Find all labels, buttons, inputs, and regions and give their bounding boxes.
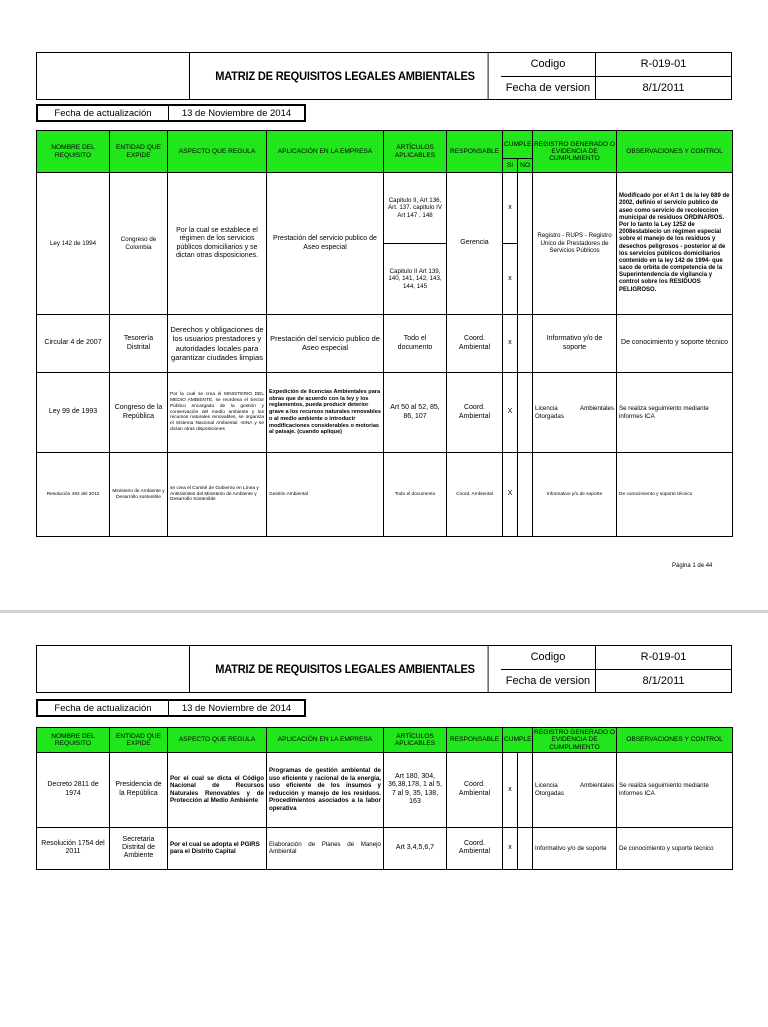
col-si: SI [503, 159, 518, 173]
cell-nombre: Decreto 2811 de 1974 [37, 752, 110, 827]
col-aspecto: ASPECTO QUE REGULA [168, 728, 267, 753]
cell-entidad: Presidencia de la República [110, 752, 168, 827]
col-responsable: RESPONSABLE [447, 131, 503, 173]
cell-registro: Registro - RUPS - Registro Unico de Prestadores de Servicios Públicos [533, 173, 617, 315]
cell-si: x [503, 315, 518, 373]
cell-observaciones: De conocimiento y soporte técnico [617, 453, 733, 537]
cell-articulos: Todo el documento [384, 453, 447, 537]
document-title: MATRIZ DE REQUISITOS LEGALES AMBIENTALES [202, 646, 488, 692]
cell-aspecto: Derechos y obligaciones de los usuarios prestadores y autoridades locales para garantizar ciudades limpias [168, 315, 267, 373]
cell-entidad: Congreso de la República [110, 373, 168, 453]
codigo-value: R-019-01 [640, 58, 687, 71]
col-aspecto: ASPECTO QUE REGULA [168, 131, 267, 173]
table-row [37, 752, 733, 827]
cell-responsable: Coord. Ambiental [447, 827, 503, 869]
col-aplicacion: APLICACIÓN EN LA EMPRESA [267, 728, 384, 753]
document-title: MATRIZ DE REQUISITOS LEGALES AMBIENTALES [202, 53, 488, 99]
update-date-box [36, 104, 306, 122]
cell-responsable: Coord. Ambiental [447, 752, 503, 827]
cell-aplicacion: Prestación del servicio publico de Aseo especial [267, 173, 384, 315]
col-registro: REGISTRO GENERADO O EVIDENCIA DE CUMPLIMIENTO [534, 729, 615, 751]
cell-si: x [503, 827, 518, 869]
cell-no [518, 315, 533, 373]
page-2 [0, 610, 768, 1027]
cell-no [518, 373, 533, 453]
page-number: Página 1 de 44 [672, 563, 713, 569]
cell-registro: Licencia Ambientales Otorgadas [533, 752, 617, 827]
col-observaciones: OBSERVACIONES Y CONTROL [617, 131, 733, 173]
cell-si: x [503, 752, 518, 827]
update-value: 13 de Noviembre de 2014 [181, 702, 292, 714]
cell-aspecto: Por el cual se adopta el PGIRS para el Distrito Capital [168, 827, 267, 869]
col-articulos: ARTÍCULOS APLICABLES [384, 131, 447, 173]
cell-registro: Informativo y/o de soporte [533, 453, 617, 537]
cell-articulos: Todo el documento [384, 315, 447, 373]
cell-nombre: Resolución 492 del 2012 [37, 453, 110, 537]
cell-observaciones: Modificado por el Art 1 de la ley 689 de 2002, definio el servicio publico de aseo como servicio de recoleccion municipal de residuos ORDINARIOS. Por lo tanto la Ley 1252 de 2008establecio un régimen especial sobre el manejo de los residuos y desechos peligrosos - posterior al de los servicios públicos domiciliarios contenido en la ley 142 de 1994- que saco de orbita de competencia de la Superintendencia de vigilancia y control sobre los RESIDUOS PELIGROSO. [617, 173, 733, 315]
cell-si: X [503, 373, 518, 453]
cell-no [518, 752, 533, 827]
col-cumple: CUMPLE [503, 728, 533, 753]
cell-aspecto: Por el cual se dicta el Código Nacional de Recursos Naturales Renovables y de Protección al Medio Ambiente [168, 752, 267, 827]
cell-responsable: Gerencia [447, 173, 503, 315]
cell-nombre: Resolución 1754 del 2011 [37, 827, 110, 869]
version-label: Fecha de version [501, 670, 596, 693]
table-row [37, 827, 733, 869]
col-observaciones: OBSERVACIONES Y CONTROL [617, 728, 733, 753]
document-meta [501, 646, 731, 692]
version-value: 8/1/2011 [642, 81, 685, 94]
cell-si: X [503, 453, 518, 537]
cell-observaciones: Se realiza seguimiento mediante informes ICA [617, 373, 733, 453]
col-articulos: ARTÍCULOS APLICABLES [384, 728, 447, 753]
cell-aplicacion: Gestión Ambiental [267, 453, 384, 537]
cell-articulos: Art 50 al 52, 85, 86, 107 [384, 373, 447, 453]
document-header [36, 52, 732, 100]
col-nombre: NOMBRE DEL REQUISITO [37, 131, 110, 173]
cell-entidad: Secretaria Distrital de Ambiente [110, 827, 168, 869]
table-row [37, 453, 733, 537]
col-cumple: CUMPLE [503, 131, 533, 159]
cell-entidad: Congreso de Colombia [110, 173, 168, 315]
cell-observaciones: Se realiza seguimiento mediante informes ICA [617, 752, 733, 827]
cell-nombre: Circular 4 de 2007 [37, 315, 110, 373]
table-row [37, 373, 733, 453]
codigo-label: Codigo [501, 53, 596, 76]
document-meta [501, 53, 731, 99]
requirements-table [36, 130, 733, 537]
logo-cell [37, 53, 190, 99]
cell-entidad: Tesorería Distrital [110, 315, 168, 373]
cell-articulos: Art 180, 304, 36,38,178, 1 al 5, 7 al 9, 35, 138, 163 [384, 752, 447, 827]
col-aplicacion: APLICACIÓN EN LA EMPRESA [267, 131, 384, 173]
cell-responsable: Coord. Ambiental [447, 453, 503, 537]
col-registro: REGISTRO GENERADO O EVIDENCIA DE CUMPLIMIENTO [533, 131, 617, 173]
codigo-label: Codigo [501, 646, 596, 669]
logo-cell [37, 646, 190, 692]
col-nombre: NOMBRE DEL REQUISITO [37, 728, 110, 753]
cell-registro: Informativo y/o de soporte [533, 827, 617, 869]
cell-responsable: Coord. Ambiental [447, 373, 503, 453]
col-responsable: RESPONSABLE [447, 728, 503, 753]
document-header [36, 645, 732, 693]
update-date-box [36, 699, 306, 717]
cell-nombre: Ley 142 de 1994 [37, 173, 110, 315]
cell-no [518, 173, 533, 315]
cell-aspecto: se crea el Comité de Gobierno en Línea y Antitrámites del Ministerio de Ambiente y Desarrollo Sostenible [168, 453, 267, 537]
cell-registro: Informativo y/o de soporte [533, 315, 617, 373]
cell-aplicacion: Elaboración de Planes de Manejo Ambiental [267, 827, 384, 869]
cell-articulos: Art 3,4,5,6,7 [384, 827, 447, 869]
cell-observaciones: De conocimiento y soporte técnico [617, 315, 733, 373]
cell-aplicacion: Programas de gestión ambiental de uso eficiente y racional de la energía, uso eficiente de los insumos y reducción y manejo de los residuos. Procedimientos asociados a la labor operativa [267, 752, 384, 827]
update-value: 13 de Noviembre de 2014 [181, 107, 292, 119]
col-entidad: ENTIDAD QUE EXPIDE [110, 728, 168, 753]
cell-articulos: Capitulo II, Art 136, Art. 137. capitulo IV Art 147 , 148 [384, 173, 447, 244]
cell-entidad: Ministerio de Ambiente y Desarrollo sostenible [110, 453, 168, 537]
cell-no [518, 827, 533, 869]
cell-aspecto: Por la cual se establece el régimen de los servicios públicos domiciliarios y se dictan otras disposiciones. [168, 173, 267, 315]
cell-aspecto: Por la cual se crea el MINISTERIO DEL MEDIO AMBIENTE, se reordena el Sector Público encargado de la gestión y conservación del medio ambiente y los recursos naturales renovables, se organiza el Sistema Nacional Ambiental -SINA y se dictan otras disposiciones [168, 373, 267, 453]
cell-no [518, 453, 533, 537]
version-value: 8/1/2011 [642, 674, 685, 687]
table-row [37, 315, 733, 373]
cell-si: x [503, 173, 518, 244]
cell-registro: Licencia Ambientales Otorgadas [533, 373, 617, 453]
cell-aplicacion: Expedición de licencias Ambientales para obras que de acuerdo con la ley y los reglamentos, pueda producir deterior grave a los recursos naturales renovables o al medio ambiente o introducir modificaciones considerables o motorias al paisaje. (cuando aplique) [267, 373, 384, 453]
cell-si: x [503, 244, 518, 315]
codigo-value: R-019-01 [640, 651, 687, 664]
requirements-table [36, 727, 733, 870]
cell-articulos: Capitulo II Art 139, 140, 141, 142, 143, 144, 145 [384, 244, 447, 315]
cell-nombre: Ley 99 de 1993 [37, 373, 110, 453]
cell-observaciones: De conocimiento y soporte técnico [617, 827, 733, 869]
update-label: Fecha de actualización [38, 106, 169, 120]
update-label: Fecha de actualización [38, 701, 169, 715]
col-entidad: ENTIDAD QUE EXPIDE [110, 131, 168, 173]
cell-aplicacion: Prestación del servicio publico de Aseo especial [267, 315, 384, 373]
table-row [37, 173, 733, 244]
col-no: NO [518, 159, 533, 173]
cell-responsable: Coord. Ambiental [447, 315, 503, 373]
version-label: Fecha de version [501, 77, 596, 100]
